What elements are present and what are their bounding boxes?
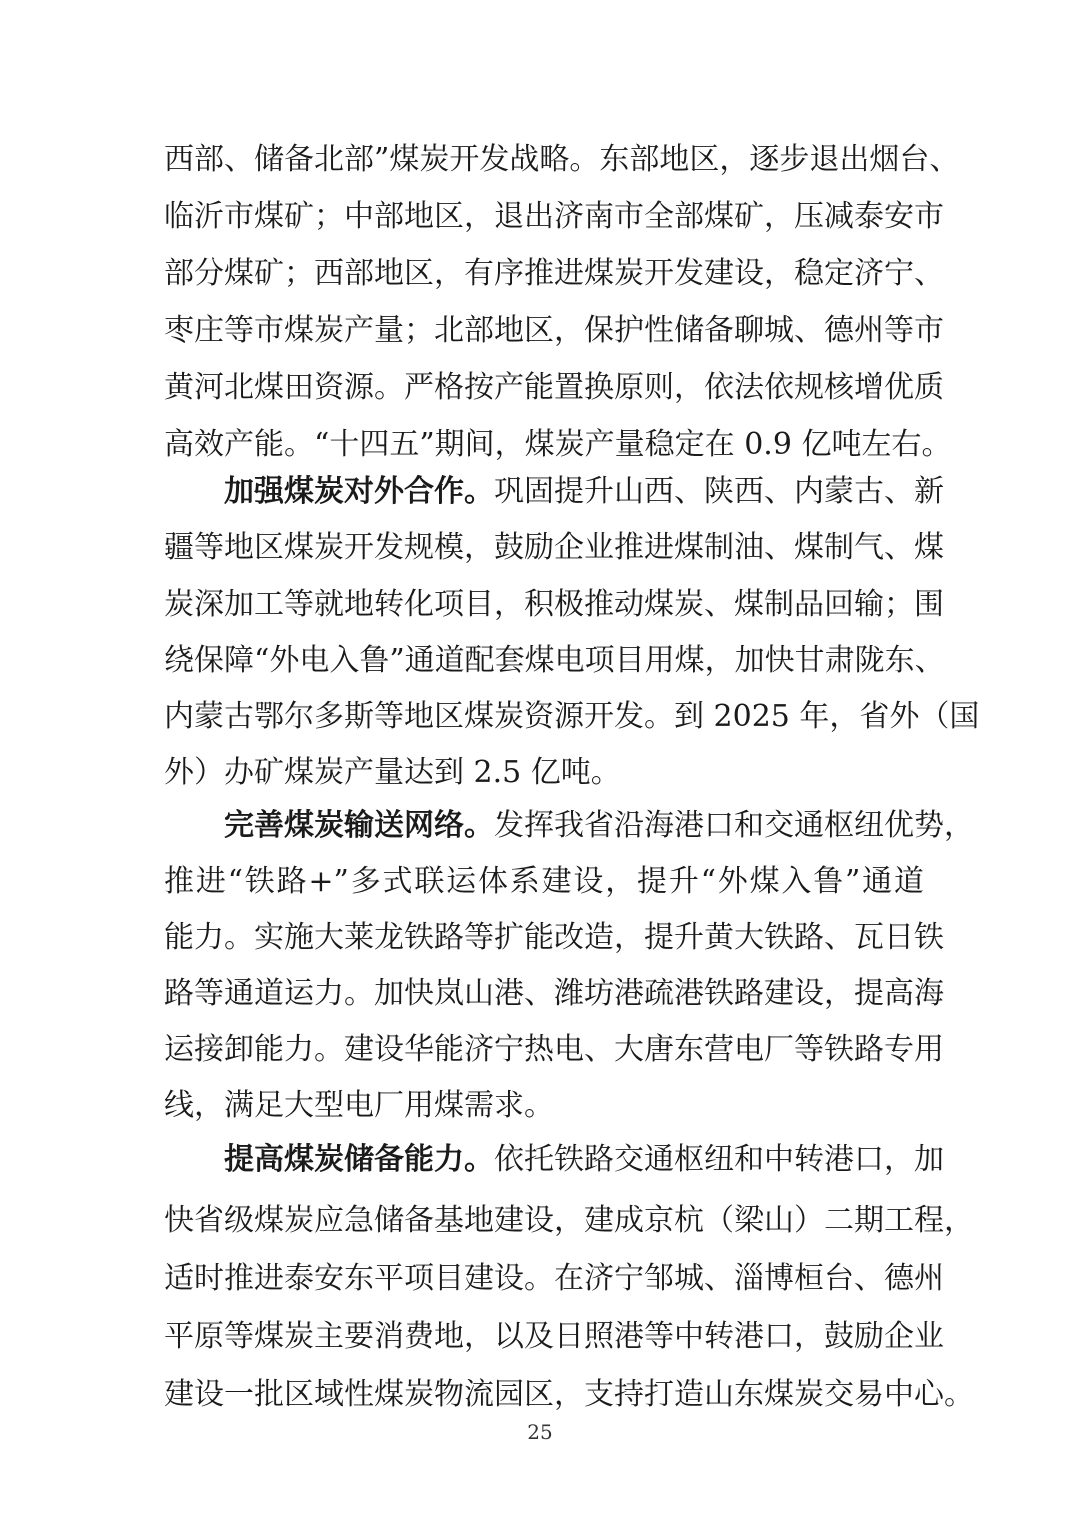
text-line: 高效产能。“十四五”期间，煤炭产量稳定在 0.9 亿吨左右。 [164, 427, 952, 462]
text-line: 疆等地区煤炭开发规模，鼓励企业推进煤制油、煤制气、煤 [164, 530, 944, 565]
text-line: 炭深加工等就地转化项目，积极推动煤炭、煤制品回输；围 [164, 587, 944, 622]
text-line: 路等通道运力。加快岚山港、潍坊港疏港铁路建设，提高海 [164, 976, 944, 1011]
text-line: 西部、储备北部”煤炭开发战略。东部地区，逐步退出烟台、 [164, 142, 960, 177]
text-line: 临沂市煤矿；中部地区，退出济南市全部煤矿，压减泰安市 [164, 199, 944, 234]
paragraph-first-line [224, 799, 974, 853]
text-line: 快省级煤炭应急储备基地建设，建成京杭（梁山）二期工程， [164, 1203, 974, 1238]
paragraph-first-line [224, 465, 944, 519]
text-span: 巩固提升山西、陕西、内蒙古、新 [494, 474, 944, 509]
text-line: 枣庄等市煤炭产量；北部地区，保护性储备聊城、德州等市 [164, 313, 944, 348]
paragraph-first-line [224, 1133, 944, 1187]
text-line: 平原等煤炭主要消费地，以及日照港等中转港口，鼓励企业 [164, 1319, 944, 1354]
text-line: 运接卸能力。建设华能济宁热电、大唐东营电厂等铁路专用 [164, 1032, 944, 1067]
text-span: 依托铁路交通枢纽和中转港口，加 [494, 1142, 944, 1177]
text-line: 黄河北煤田资源。严格按产能置换原则，依法依规核增优质 [164, 370, 944, 405]
text-line: 内蒙古鄂尔多斯等地区煤炭资源开发。到 2025 年，省外（国 [164, 699, 980, 734]
text-line: 外）办矿煤炭产量达到 2.5 亿吨。 [164, 755, 621, 790]
section-heading: 加强煤炭对外合作。 [224, 474, 494, 509]
section-heading: 完善煤炭输送网络。 [224, 808, 494, 843]
page-number: 25 [527, 1420, 553, 1444]
section-heading: 提高煤炭储备能力。 [224, 1142, 494, 1177]
text-line: 建设一批区域性煤炭物流园区，支持打造山东煤炭交易中心。 [164, 1377, 974, 1412]
text-line: 绕保障“外电入鲁”通道配套煤电项目用煤，加快甘肃陇东、 [164, 643, 945, 678]
text-line: 推进“铁路+”多式联运体系建设，提升“外煤入鲁”通道 [164, 864, 924, 899]
text-span: 发挥我省沿海港口和交通枢纽优势， [494, 808, 974, 843]
text-line: 适时推进泰安东平项目建设。在济宁邹城、淄博桓台、德州 [164, 1261, 944, 1296]
text-line: 线，满足大型电厂用煤需求。 [164, 1088, 554, 1123]
text-line: 能力。实施大莱龙铁路等扩能改造，提升黄大铁路、瓦日铁 [164, 920, 944, 955]
text-line: 部分煤矿；西部地区，有序推进煤炭开发建设，稳定济宁、 [164, 256, 944, 291]
